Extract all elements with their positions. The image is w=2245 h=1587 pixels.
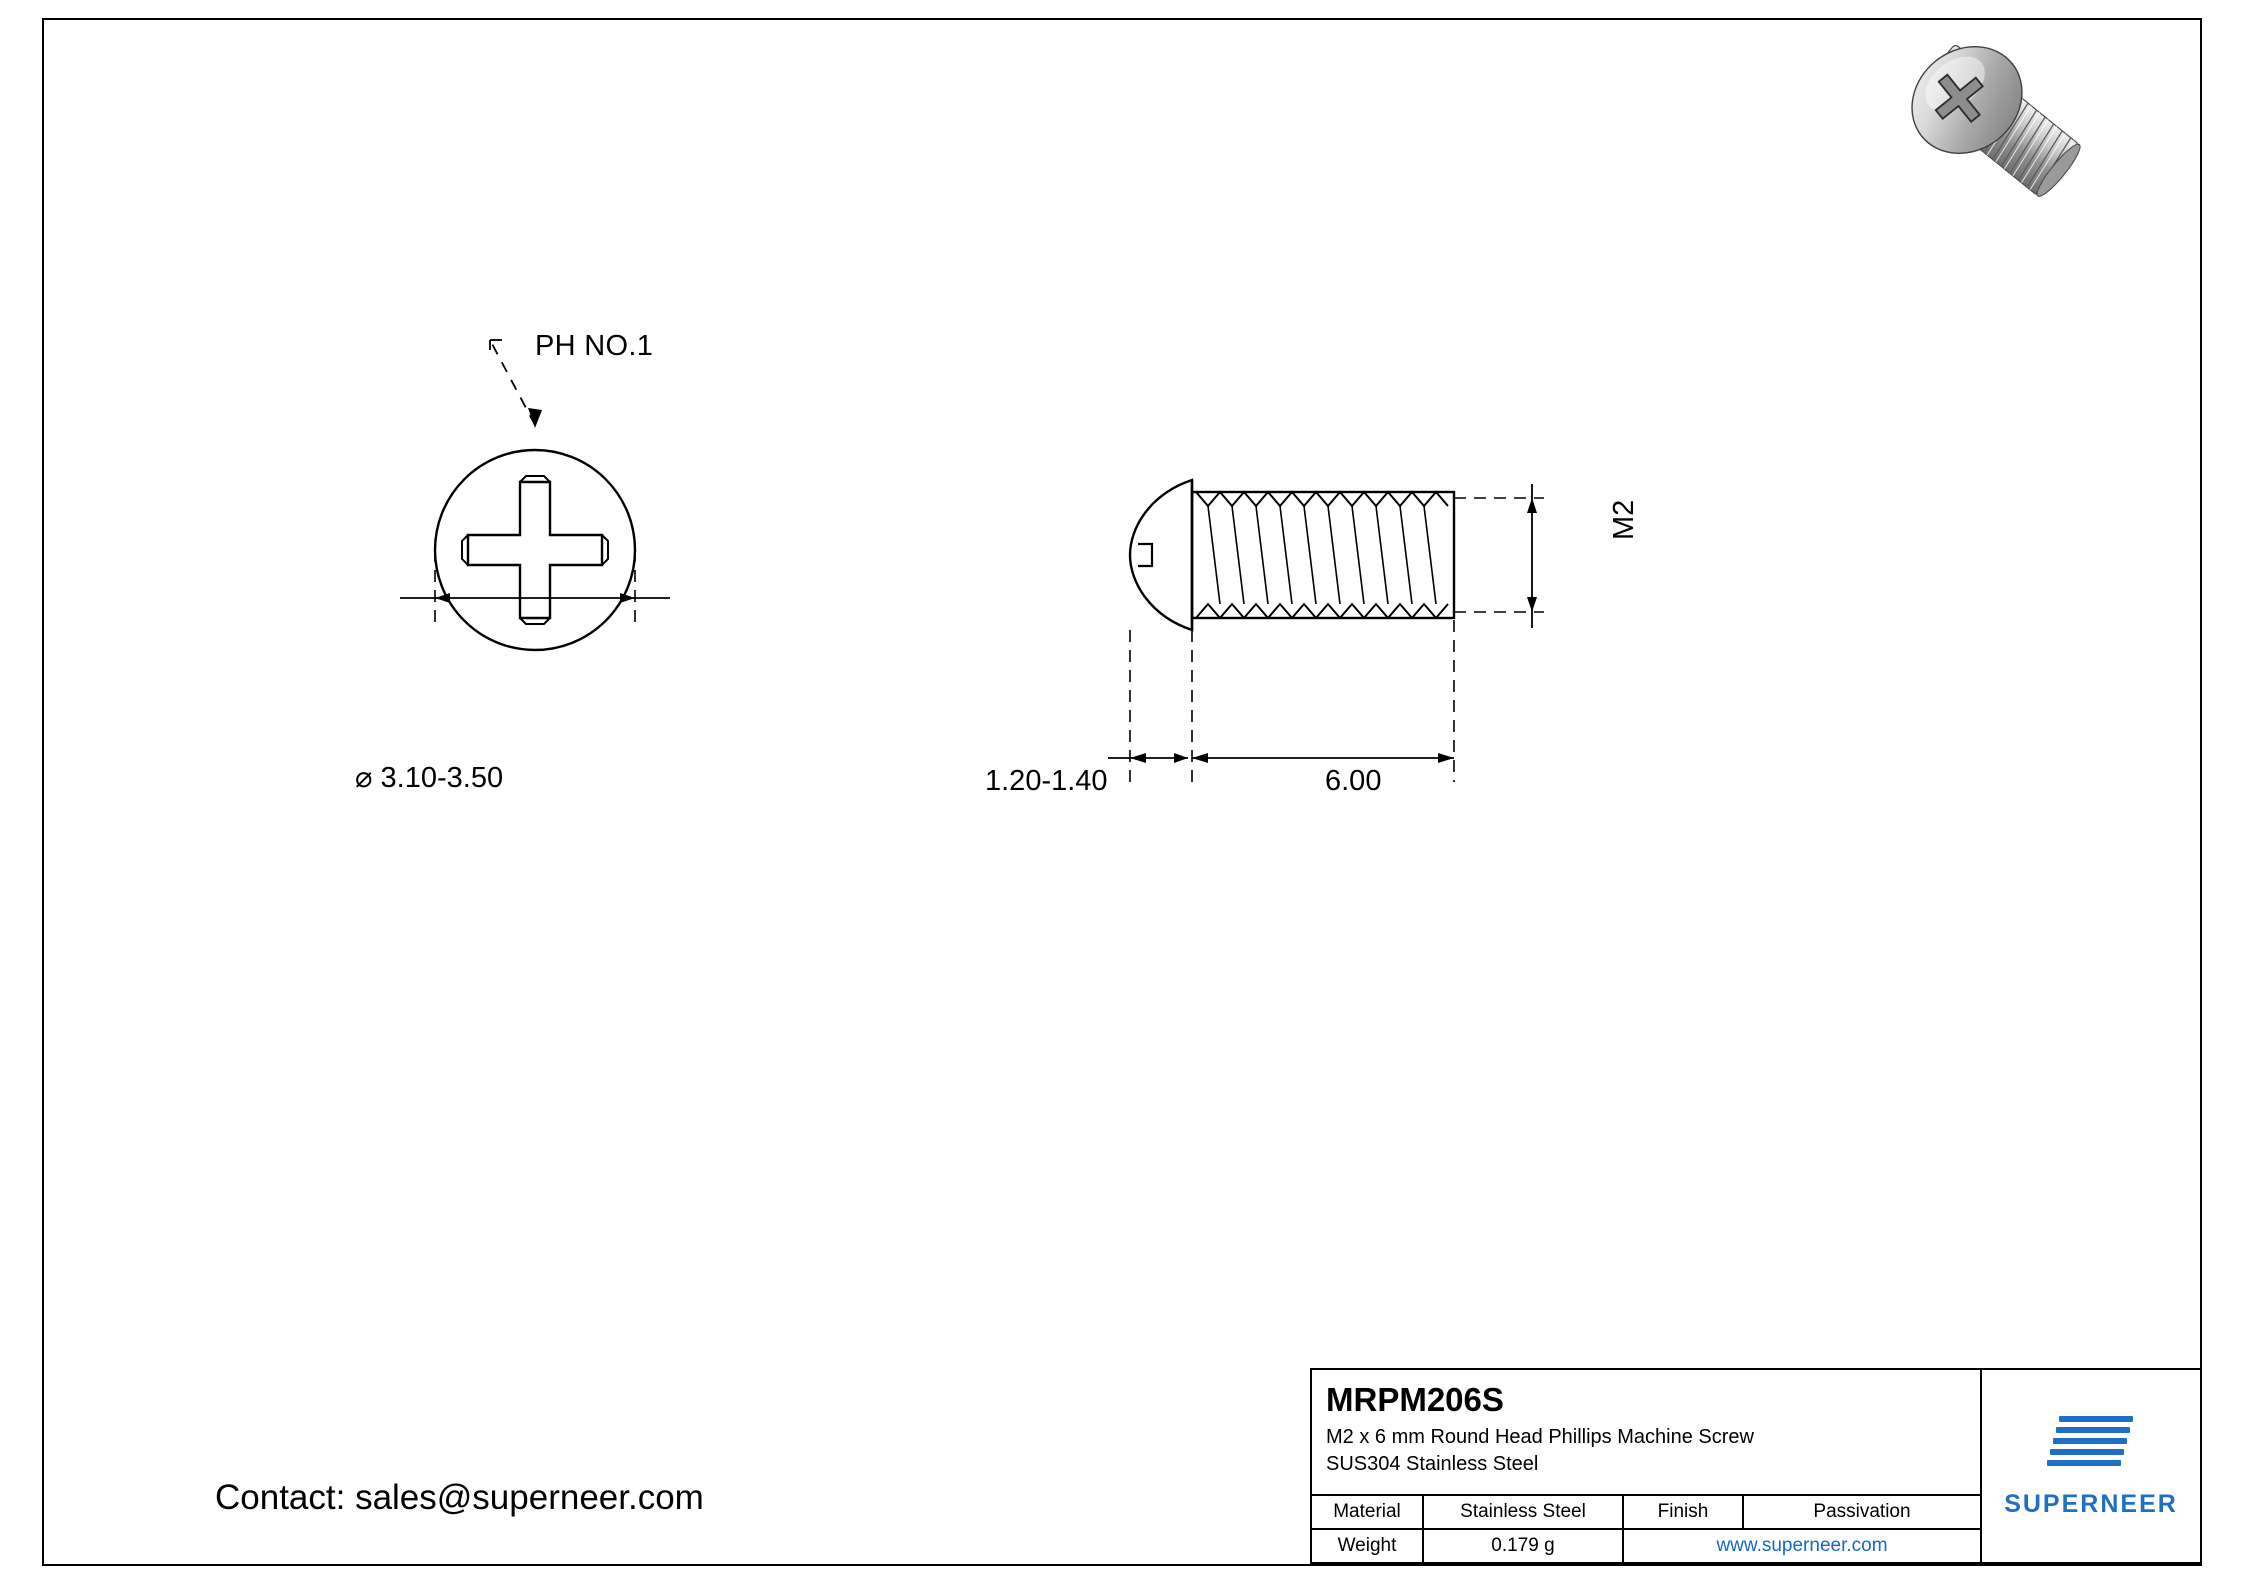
title-block-logo: [1982, 1370, 2200, 1562]
front-view-drawing: [330, 300, 750, 820]
material-label: Material: [1312, 1496, 1424, 1528]
website-link[interactable]: www.superneer.com: [1716, 1535, 1888, 1556]
part-code: MRPM206S: [1326, 1381, 1504, 1418]
finish-label: Finish: [1624, 1496, 1744, 1528]
title-block-info: [1312, 1370, 1982, 1562]
dimension-head-height: 1.20-1.40: [985, 765, 1108, 797]
weight-label: Weight: [1312, 1530, 1424, 1562]
dimension-head-diameter: [355, 760, 503, 795]
side-view-drawing: [1100, 470, 1640, 650]
title-block-spec-table: [1312, 1494, 1980, 1562]
material-value: Stainless Steel: [1424, 1496, 1624, 1528]
dimension-head-diameter-value: 3.10-3.50: [380, 762, 504, 794]
dimension-length: 6.00: [1325, 765, 1382, 797]
isometric-screw-image: [1895, 30, 2195, 220]
table-row: [1312, 1496, 1980, 1528]
logo-text: SUPERNEER: [2004, 1489, 2178, 1518]
title-block-heading: [1312, 1370, 1980, 1494]
brand-logo: [1982, 1370, 2200, 1562]
callout-label-ph: PH NO.1: [535, 330, 654, 362]
dimension-thread-size: M2: [1608, 499, 1640, 540]
part-description-line1: M2 x 6 mm Round Head Phillips Machine Screw: [1326, 1426, 1754, 1449]
part-description-line2: SUS304 Stainless Steel: [1326, 1453, 1539, 1476]
diameter-symbol: ⌀: [355, 762, 373, 794]
logo-bars-icon: [2045, 1414, 2137, 1476]
title-block: [1310, 1368, 2202, 1564]
weight-value: 0.179 g: [1424, 1530, 1624, 1562]
table-row: [1312, 1528, 1980, 1562]
finish-value: Passivation: [1813, 1501, 1911, 1522]
contact-text: Contact: sales@superneer.com: [215, 1478, 704, 1517]
